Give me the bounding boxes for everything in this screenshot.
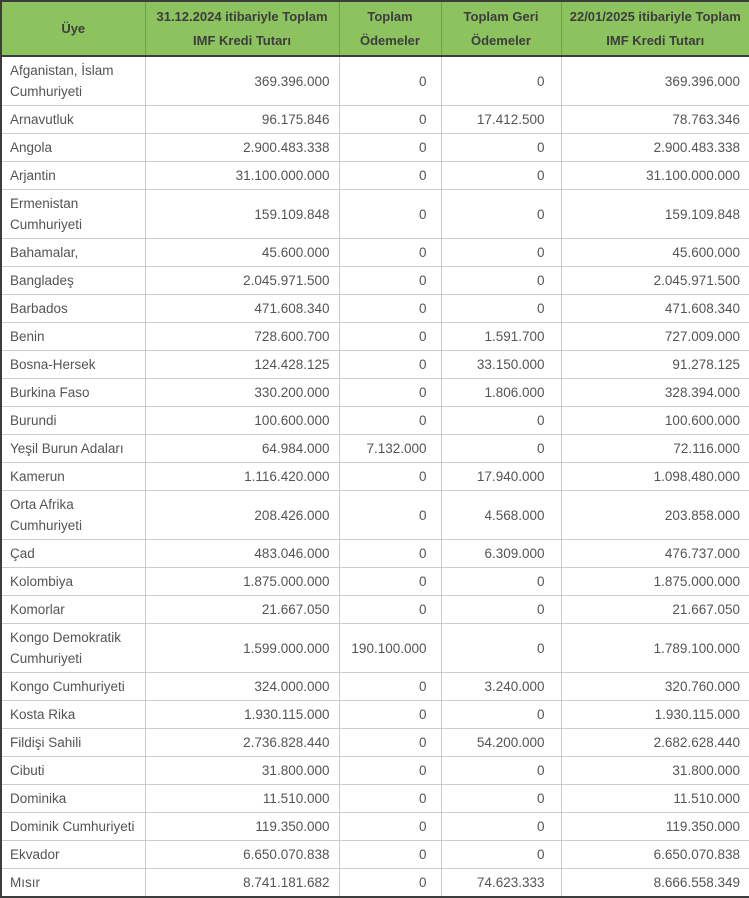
amount-cell: 330.200.000 [145, 379, 339, 407]
member-name-cell: Fildişi Sahili [1, 729, 145, 757]
table-row [1, 379, 749, 407]
member-name-cell: Afganistan, İslam Cumhuriyeti [1, 56, 145, 106]
table-row [1, 463, 749, 491]
member-name-cell: Yeşil Burun Adaları [1, 435, 145, 463]
amount-cell: 0 [339, 701, 441, 729]
member-name-cell: Dominika [1, 785, 145, 813]
amount-cell: 21.667.050 [561, 596, 749, 624]
amount-cell: 72.116.000 [561, 435, 749, 463]
amount-cell: 0 [339, 540, 441, 568]
amount-cell: 0 [339, 407, 441, 435]
amount-cell: 0 [339, 568, 441, 596]
amount-cell: 0 [339, 162, 441, 190]
amount-cell: 1.875.000.000 [145, 568, 339, 596]
amount-cell: 203.858.000 [561, 491, 749, 540]
table-row [1, 295, 749, 323]
amount-cell: 45.600.000 [145, 239, 339, 267]
amount-cell: 320.760.000 [561, 673, 749, 701]
member-name-cell: Kosta Rika [1, 701, 145, 729]
amount-cell: 159.109.848 [145, 190, 339, 239]
table-row [1, 757, 749, 785]
amount-cell: 0 [441, 813, 561, 841]
amount-cell: 6.309.000 [441, 540, 561, 568]
amount-cell: 4.568.000 [441, 491, 561, 540]
member-name-cell: Mısır [1, 869, 145, 898]
amount-cell: 100.600.000 [145, 407, 339, 435]
table-row [1, 540, 749, 568]
column-header-member: Üye [1, 1, 145, 56]
amount-cell: 483.046.000 [145, 540, 339, 568]
amount-cell: 45.600.000 [561, 239, 749, 267]
amount-cell: 1.591.700 [441, 323, 561, 351]
member-name-cell: Kolombiya [1, 568, 145, 596]
member-name-cell: Komorlar [1, 596, 145, 624]
table-row [1, 435, 749, 463]
amount-cell: 159.109.848 [561, 190, 749, 239]
amount-cell: 91.278.125 [561, 351, 749, 379]
amount-cell: 0 [339, 869, 441, 898]
amount-cell: 190.100.000 [339, 624, 441, 673]
amount-cell: 2.045.971.500 [145, 267, 339, 295]
amount-cell: 0 [339, 596, 441, 624]
amount-cell: 7.132.000 [339, 435, 441, 463]
amount-cell: 2.682.628.440 [561, 729, 749, 757]
table-row [1, 673, 749, 701]
amount-cell: 0 [441, 162, 561, 190]
amount-cell: 0 [339, 56, 441, 106]
table-row [1, 106, 749, 134]
amount-cell: 0 [441, 134, 561, 162]
amount-cell: 0 [441, 624, 561, 673]
amount-cell: 0 [441, 267, 561, 295]
amount-cell: 31.800.000 [561, 757, 749, 785]
table-row [1, 239, 749, 267]
amount-cell: 476.737.000 [561, 540, 749, 568]
amount-cell: 0 [441, 435, 561, 463]
amount-cell: 0 [441, 190, 561, 239]
table-row [1, 56, 749, 106]
table-row [1, 813, 749, 841]
amount-cell: 0 [441, 701, 561, 729]
amount-cell: 1.789.100.000 [561, 624, 749, 673]
amount-cell: 0 [339, 295, 441, 323]
column-header-total-payments: Toplam Ödemeler [339, 1, 441, 56]
member-name-cell: Arnavutluk [1, 106, 145, 134]
amount-cell: 2.900.483.338 [561, 134, 749, 162]
amount-cell: 471.608.340 [561, 295, 749, 323]
amount-cell: 0 [441, 407, 561, 435]
table-row [1, 267, 749, 295]
member-name-cell: Benin [1, 323, 145, 351]
amount-cell: 1.116.420.000 [145, 463, 339, 491]
amount-cell: 0 [339, 267, 441, 295]
column-header-total-credit-31-12-2024: 31.12.2024 itibariyle Toplam IMF Kredi Tutarı [145, 1, 339, 56]
amount-cell: 74.623.333 [441, 869, 561, 898]
table-row [1, 491, 749, 540]
amount-cell: 11.510.000 [561, 785, 749, 813]
amount-cell: 1.875.000.000 [561, 568, 749, 596]
amount-cell: 369.396.000 [561, 56, 749, 106]
amount-cell: 0 [441, 295, 561, 323]
member-name-cell: Ekvador [1, 841, 145, 869]
amount-cell: 0 [339, 379, 441, 407]
table-row [1, 841, 749, 869]
member-name-cell: Kongo Demokratik Cumhuriyeti [1, 624, 145, 673]
table-row [1, 134, 749, 162]
member-name-cell: Barbados [1, 295, 145, 323]
table-row [1, 729, 749, 757]
amount-cell: 11.510.000 [145, 785, 339, 813]
amount-cell: 471.608.340 [145, 295, 339, 323]
table-header [1, 1, 749, 56]
amount-cell: 0 [441, 239, 561, 267]
table-row [1, 596, 749, 624]
member-name-cell: Angola [1, 134, 145, 162]
table-row [1, 701, 749, 729]
amount-cell: 17.940.000 [441, 463, 561, 491]
amount-cell: 8.741.181.682 [145, 869, 339, 898]
amount-cell: 3.240.000 [441, 673, 561, 701]
amount-cell: 0 [339, 757, 441, 785]
amount-cell: 119.350.000 [561, 813, 749, 841]
amount-cell: 31.100.000.000 [145, 162, 339, 190]
member-name-cell: Kamerun [1, 463, 145, 491]
member-name-cell: Kongo Cumhuriyeti [1, 673, 145, 701]
amount-cell: 0 [441, 568, 561, 596]
table-row [1, 162, 749, 190]
amount-cell: 33.150.000 [441, 351, 561, 379]
member-name-cell: Arjantin [1, 162, 145, 190]
amount-cell: 21.667.050 [145, 596, 339, 624]
amount-cell: 1.930.115.000 [145, 701, 339, 729]
column-header-total-credit-22-01-2025: 22/01/2025 itibariyle Toplam IMF Kredi Tutarı [561, 1, 749, 56]
amount-cell: 6.650.070.838 [561, 841, 749, 869]
table-row [1, 323, 749, 351]
amount-cell: 0 [339, 239, 441, 267]
amount-cell: 0 [441, 757, 561, 785]
column-header-total-repayments: Toplam Geri Ödemeler [441, 1, 561, 56]
table-row [1, 351, 749, 379]
amount-cell: 0 [339, 813, 441, 841]
amount-cell: 6.650.070.838 [145, 841, 339, 869]
amount-cell: 2.736.828.440 [145, 729, 339, 757]
amount-cell: 0 [339, 463, 441, 491]
amount-cell: 0 [339, 491, 441, 540]
member-name-cell: Bosna-Hersek [1, 351, 145, 379]
member-name-cell: Dominik Cumhuriyeti [1, 813, 145, 841]
amount-cell: 1.806.000 [441, 379, 561, 407]
member-name-cell: Orta Afrika Cumhuriyeti [1, 491, 145, 540]
amount-cell: 0 [441, 841, 561, 869]
table-row [1, 190, 749, 239]
table-header-row [1, 1, 749, 56]
member-name-cell: Burkina Faso [1, 379, 145, 407]
amount-cell: 0 [339, 729, 441, 757]
member-name-cell: Bahamalar, [1, 239, 145, 267]
amount-cell: 208.426.000 [145, 491, 339, 540]
amount-cell: 1.599.000.000 [145, 624, 339, 673]
amount-cell: 728.600.700 [145, 323, 339, 351]
amount-cell: 54.200.000 [441, 729, 561, 757]
amount-cell: 727.009.000 [561, 323, 749, 351]
amount-cell: 17.412.500 [441, 106, 561, 134]
member-name-cell: Çad [1, 540, 145, 568]
amount-cell: 0 [339, 134, 441, 162]
amount-cell: 31.800.000 [145, 757, 339, 785]
table-row [1, 407, 749, 435]
table-body [1, 56, 749, 897]
amount-cell: 0 [441, 785, 561, 813]
amount-cell: 0 [339, 323, 441, 351]
amount-cell: 0 [339, 673, 441, 701]
member-name-cell: Ermenistan Cumhuriyeti [1, 190, 145, 239]
member-name-cell: Burundi [1, 407, 145, 435]
amount-cell: 100.600.000 [561, 407, 749, 435]
amount-cell: 0 [339, 106, 441, 134]
amount-cell: 0 [339, 351, 441, 379]
amount-cell: 0 [339, 785, 441, 813]
amount-cell: 78.763.346 [561, 106, 749, 134]
amount-cell: 0 [441, 596, 561, 624]
amount-cell: 124.428.125 [145, 351, 339, 379]
amount-cell: 2.045.971.500 [561, 267, 749, 295]
amount-cell: 31.100.000.000 [561, 162, 749, 190]
amount-cell: 0 [339, 190, 441, 239]
amount-cell: 64.984.000 [145, 435, 339, 463]
amount-cell: 1.930.115.000 [561, 701, 749, 729]
table-row [1, 624, 749, 673]
amount-cell: 324.000.000 [145, 673, 339, 701]
table-row [1, 785, 749, 813]
member-name-cell: Bangladeş [1, 267, 145, 295]
amount-cell: 96.175.846 [145, 106, 339, 134]
amount-cell: 0 [441, 56, 561, 106]
amount-cell: 2.900.483.338 [145, 134, 339, 162]
amount-cell: 328.394.000 [561, 379, 749, 407]
amount-cell: 1.098.480.000 [561, 463, 749, 491]
amount-cell: 8.666.558.349 [561, 869, 749, 898]
member-name-cell: Cibuti [1, 757, 145, 785]
amount-cell: 369.396.000 [145, 56, 339, 106]
amount-cell: 119.350.000 [145, 813, 339, 841]
amount-cell: 0 [339, 841, 441, 869]
table-row [1, 568, 749, 596]
